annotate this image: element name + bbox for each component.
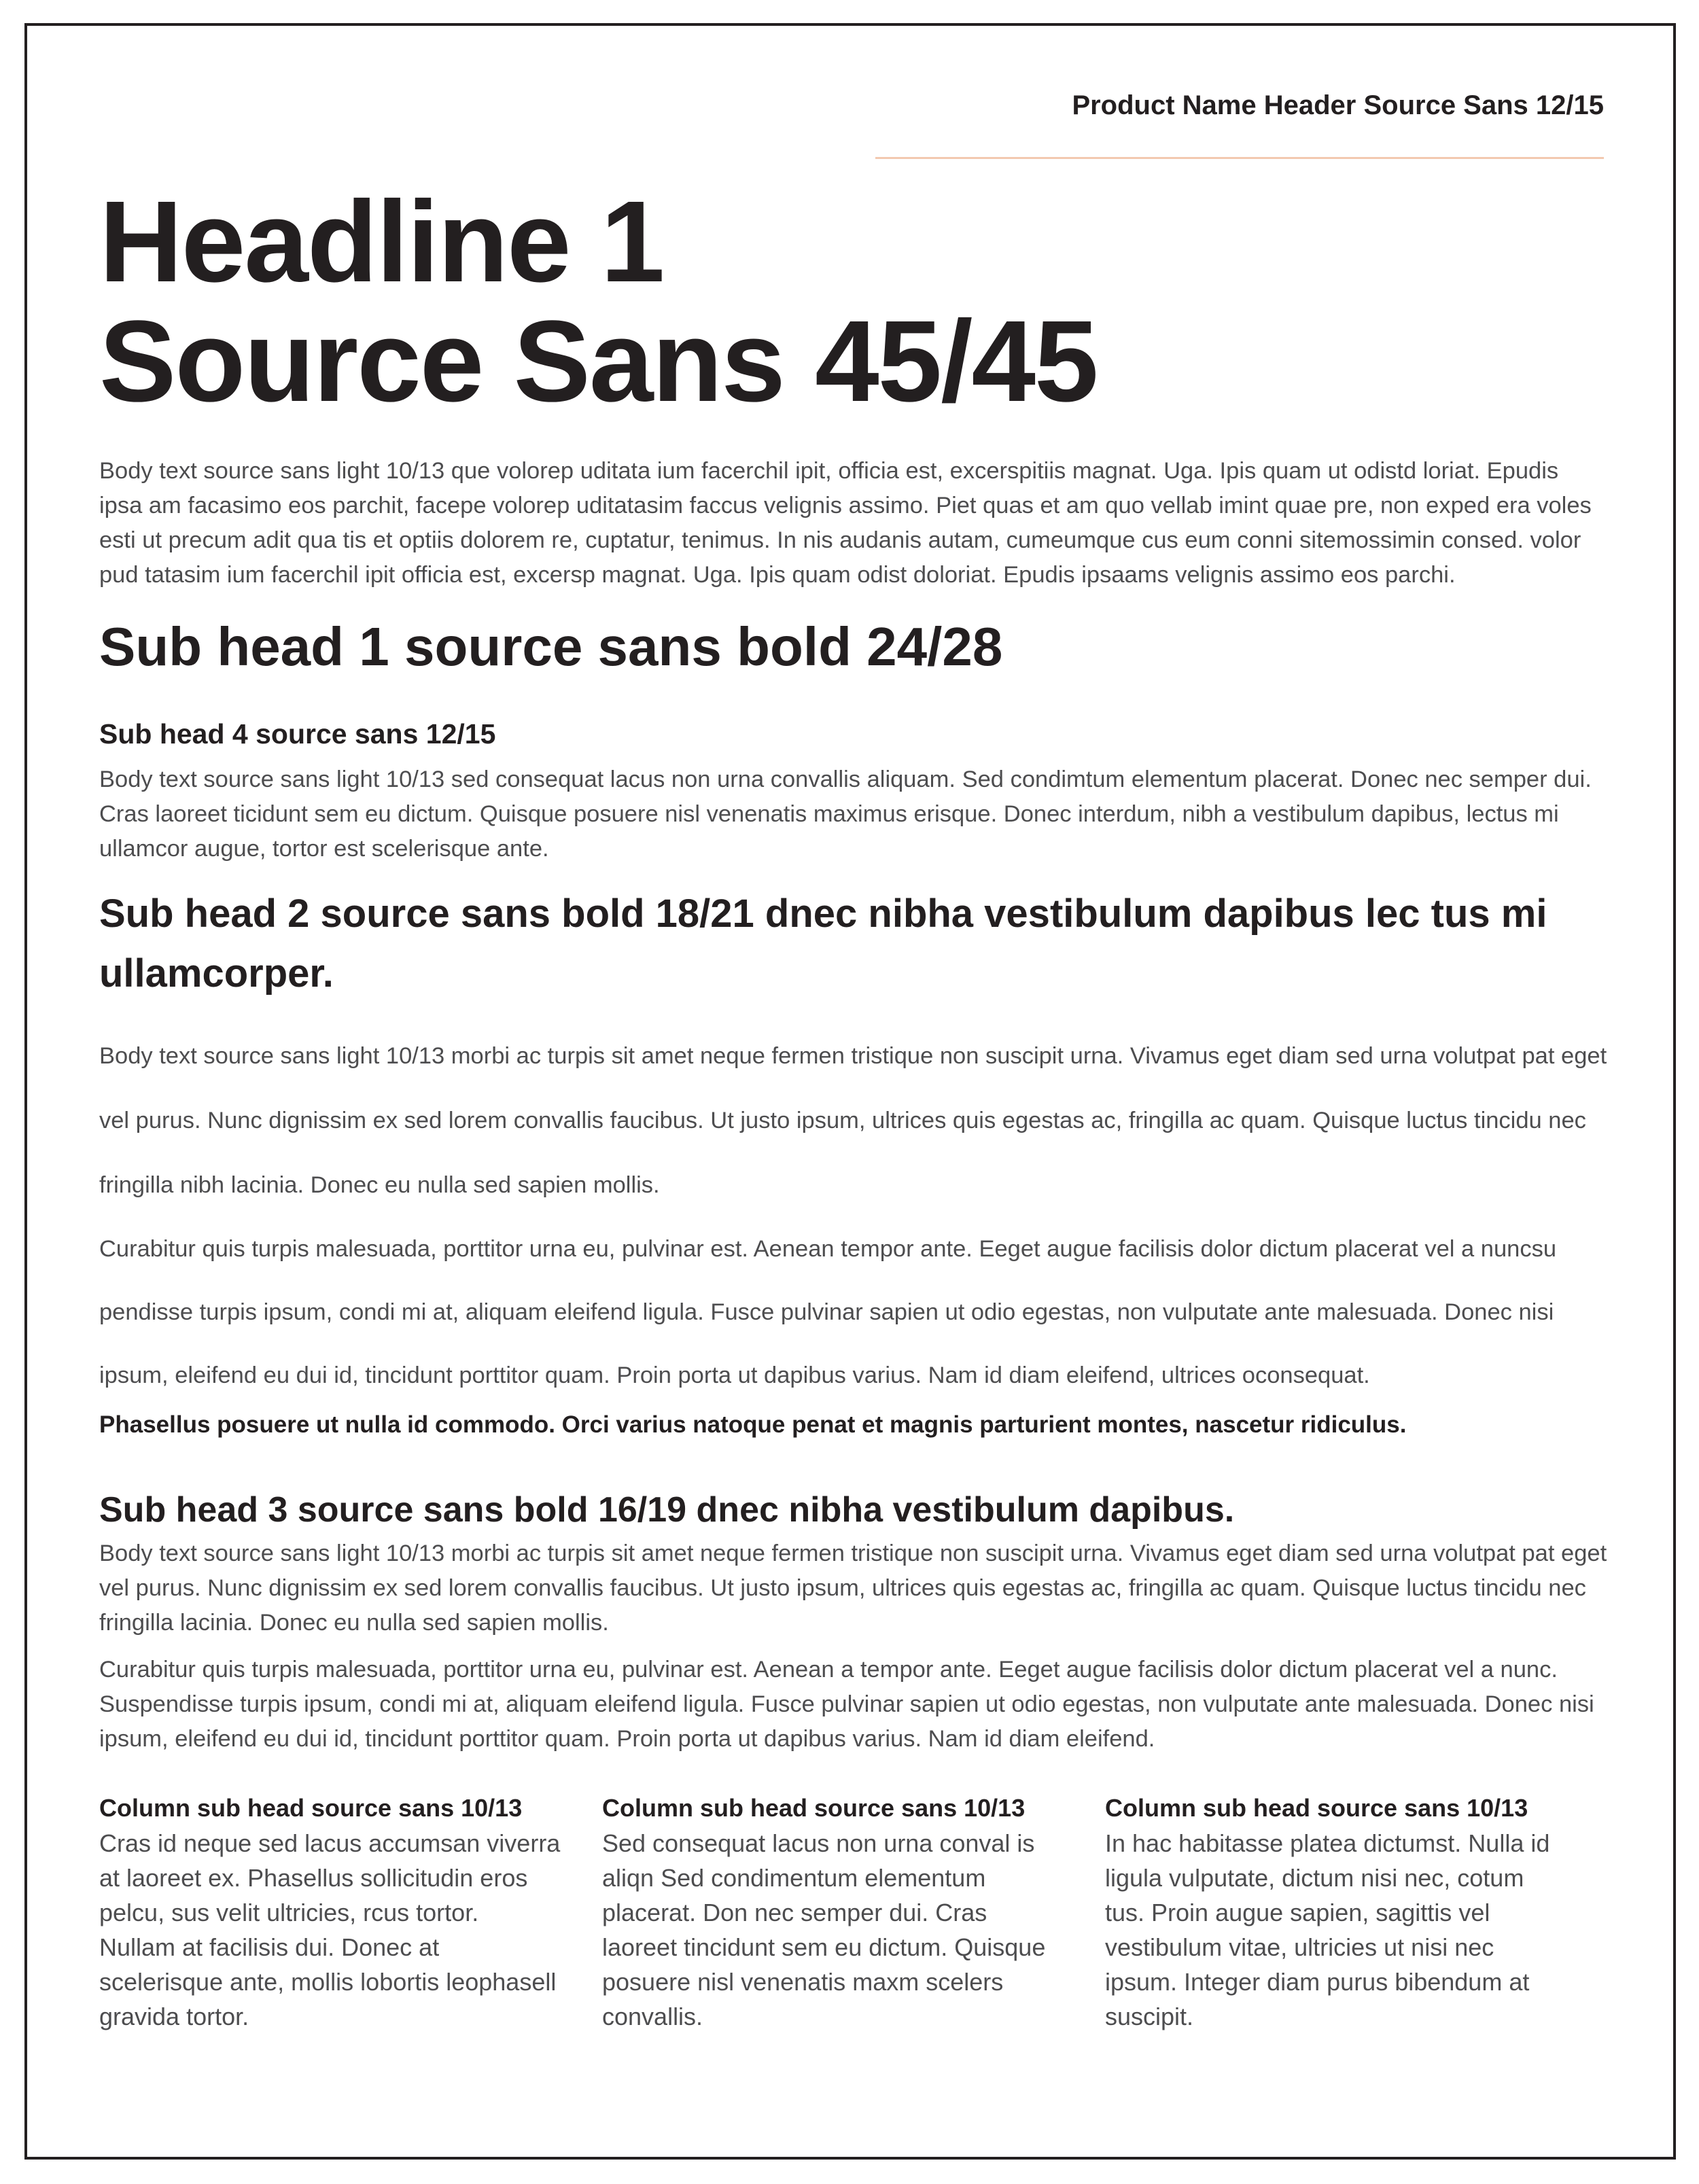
loose-paragraph-2: Curabitur quis turpis malesuada, porttitor urna eu, pulvinar est. Aenean tempor ante. Eeget augue facilisis dolor dictum placerat vel a nuncsu pendisse turpis ipsum, condi mi at, aliquam eleifend ligula. Fusce pulvinar sapien ut odio egestas, non vulputate ante malesuada. Donec nisi ipsum, eleifend eu dui id, tincidunt porttitor quam. Proin porta ut dapibus varius. Nam id diam eleifend, ultrices oconsequat. [99,1236,1557,1388]
column-1-head: Column sub head source sans 10/13 [99,1794,523,1822]
sub-head-3-paragraph-2: Curabitur quis turpis malesuada, porttitor urna eu, pulvinar est. Aenean a tempor ante. Eeget augue facilisis dolor dictum placerat vel a nunc. Suspendisse turpis ipsum, condi mi at, aliquam eleifend ligula. Fusce pulvinar sapien ut odio egestas, non vulputate ante malesuada. Donec nisi ipsum, eleifend eu dui id, tincidunt porttitor quam. Proin porta ut dapibus varius. Nam id diam eleifend. [99,1657,1594,1752]
loose-paragraph-1: Body text source sans light 10/13 morbi ac turpis sit amet neque fermen tristique non suscipit urna. Vivamus eget diam sed urna volutpat pat eget vel purus. Nunc dignissim ex sed lorem convallis faucibus. Ut justo ipsum, ultrices quis egestas ac, fringilla ac quam. Quisque luctus tincidu nec fringilla nibh lacinia. Donec eu nulla sed sapien mollis. [99,1043,1607,1198]
column-3-head: Column sub head source sans 10/13 [1105,1794,1528,1822]
bold-statement: Phasellus posuere ut nulla id commodo. Orci varius natoque penat et magnis parturient montes, nascetur ridiculus. [99,1411,1407,1438]
headline-line-2: Source Sans 45/45 [99,297,1098,426]
sub-head-3: Sub head 3 source sans bold 16/19 dnec nibha vestibulum dapibus. [99,1490,1235,1530]
column-1-body: Cras id neque sed lacus accumsan viverra at laoreet ex. Phasellus sollicitudin eros pelcu, sus velit ultricies, rcus tortor. Nullam at facilisis dui. Donec at scelerisque ante, mollis lobortis leophasell gravida tortor. [99,1829,561,2030]
three-columns [99,1791,1608,2034]
sub-head-3-paragraph-1: Body text source sans light 10/13 morbi ac turpis sit amet neque fermen tristique non suscipit urna. Vivamus eget diam sed urna volutpat pat eget vel purus. Nunc dignissim ex sed lorem convallis faucibus. Ut justo ipsum, ultrices quis egestas ac, fringilla ac quam. Quisque luctus tincidu nec fringilla lacinia. Donec eu nulla sed sapien mollis. [99,1540,1607,1636]
sub-head-4-paragraph: Body text source sans light 10/13 sed consequat lacus non urna convallis aliquam. Sed condimtum elementum placerat. Donec nec semper dui. Cras laoreet ticidunt sem eu dictum. Quisque posuere nisl venenatis maximus erisque. Donec interdum, nibh a vestibulum dapibus, lectus mi ullamcor augue, tortor est scelerisque ante. [99,767,1592,862]
column-2-body: Sed consequat lacus non urna conval is aliqn Sed condimentum elementum placerat. Don nec semper dui. Cras laoreet tincidunt sem eu dictum. Quisque posuere nisl venenatis maxm scelers convallis. [602,1829,1046,2030]
product-name-header: Product Name Header Source Sans 12/15 [1072,90,1604,120]
headline-1 [99,177,1608,426]
column-2 [602,1791,1105,2034]
sub-head-4: Sub head 4 source sans 12/15 [99,718,496,750]
sub-head-1: Sub head 1 source sans bold 24/28 [99,616,1003,677]
header-divider [875,157,1604,159]
column-2-head: Column sub head source sans 10/13 [602,1794,1026,1822]
column-3-body: In hac habitasse platea dictumst. Nulla id ligula vulputate, dictum nisi nec, cotum tus. Proin augue sapien, sagittis vel vestibulum vitae, ultricies ut nisi nec ipsum. Integer diam purus bibendum at suscipit. [1105,1829,1550,2030]
headline-line-1: Headline 1 [99,177,664,306]
document-body [99,177,1608,2034]
column-3 [1105,1791,1608,2034]
sub-head-2: Sub head 2 source sans bold 18/21 dnec nibha vestibulum dapibus lec tus mi ullamcorper. [99,892,1547,996]
column-1 [99,1791,602,2034]
intro-paragraph: Body text source sans light 10/13 que volorep uditata ium facerchil ipit, officia est, excerspitiis magnat. Uga. Ipis quam ut odistd loriat. Epudis ipsa am facasimo eos parchit, facepe volorep uditatasim faccus velignis assimo. Piet quas et am quo vellab imint quae pre, non exped era voles esti ut precum adit qua tis et optiis dolorem re, cuptatur, tenimus. In nis audanis autam, cumeumque cus eum conni sitemossimin consed. volor pud tatasim ium facerchil ipit officia est, excersp magnat. Uga. Ipis quam odist doloriat. Epudis ipsaams velignis assimo eos parchi. [99,458,1592,588]
